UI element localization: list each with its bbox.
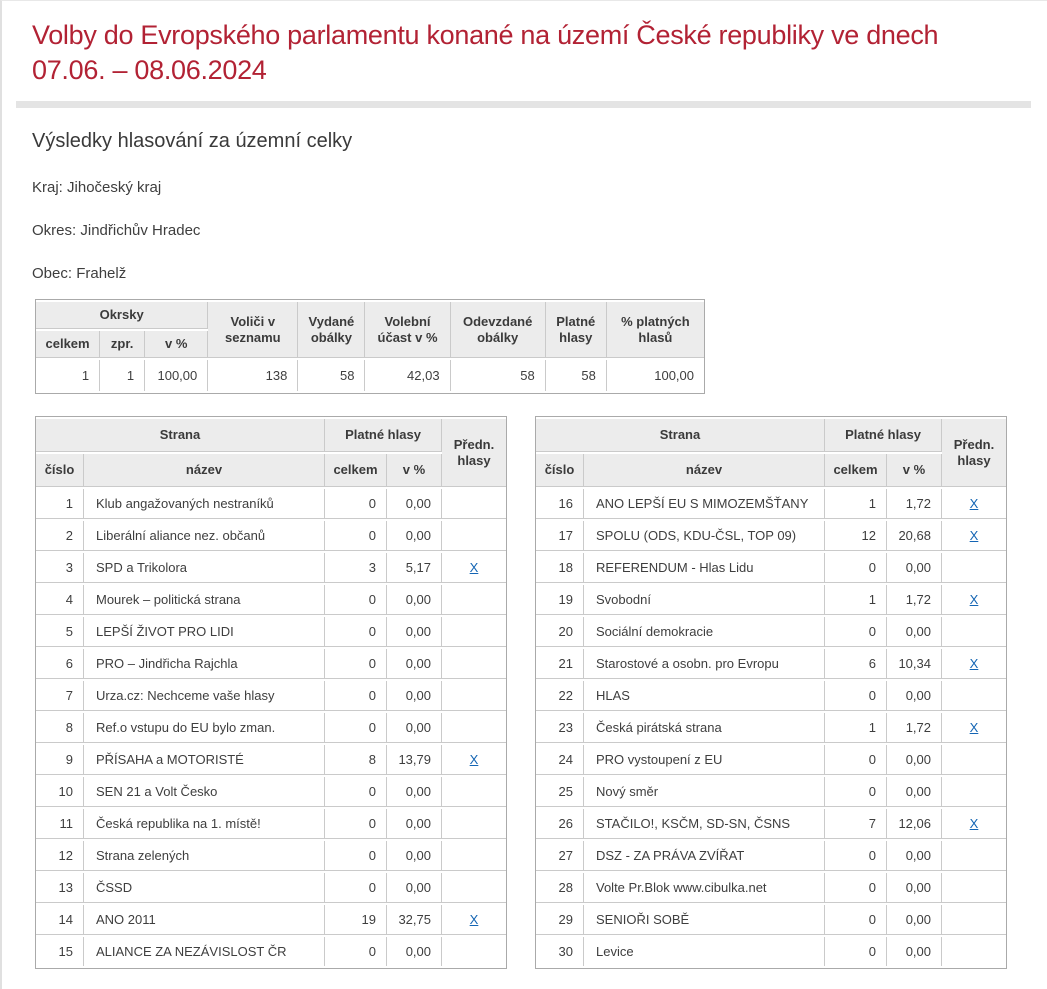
party-pref-cell [442, 649, 506, 679]
party-percent-cell: 0,00 [887, 681, 942, 711]
party-table-right-body [536, 489, 1006, 966]
party-votes-cell: 0 [325, 489, 387, 519]
party-name-cell: Ref.o vstupu do EU bylo zman. [84, 713, 325, 743]
kraj-label: Kraj: [32, 179, 63, 196]
party-percent-cell: 0,00 [887, 745, 942, 775]
okrsky-celkem-value: 1 [36, 360, 100, 391]
party-name-cell: Česká republika na 1. místě! [84, 809, 325, 839]
party-row [36, 873, 506, 903]
party-pref-cell [942, 649, 1006, 679]
party-votes-cell: 1 [825, 585, 887, 615]
party-name-cell: DSZ - ZA PRÁVA ZVÍŘAT [584, 841, 825, 871]
preferential-votes-link[interactable]: X [469, 560, 479, 575]
strana-header: Strana [536, 419, 825, 452]
party-percent-cell: 13,79 [387, 745, 442, 775]
title-divider [16, 101, 1031, 108]
party-number-cell: 7 [36, 681, 84, 711]
party-row [536, 841, 1006, 871]
party-name-cell: Volte Pr.Blok www.cibulka.net [584, 873, 825, 903]
party-percent-cell: 1,72 [887, 585, 942, 615]
party-pref-cell [942, 745, 1006, 775]
okrsky-vpct-header: v % [145, 331, 208, 358]
party-votes-cell: 0 [825, 841, 887, 871]
vydane-obalky-value: 58 [298, 360, 365, 391]
party-pref-cell [442, 489, 506, 519]
party-pref-cell [942, 681, 1006, 711]
party-number-cell: 27 [536, 841, 584, 871]
party-row [536, 745, 1006, 775]
party-number-cell: 24 [536, 745, 584, 775]
party-name-cell: Česká pirátská strana [584, 713, 825, 743]
party-row [36, 521, 506, 551]
party-percent-cell: 0,00 [887, 873, 942, 903]
party-pref-cell [442, 553, 506, 583]
party-votes-cell: 0 [325, 873, 387, 903]
party-row [536, 777, 1006, 807]
party-row [36, 937, 506, 966]
preferential-votes-link[interactable]: X [469, 752, 479, 767]
pct-platnych-header: % platných hlasů [607, 302, 704, 358]
party-name-cell: Klub angažovaných nestraníků [84, 489, 325, 519]
party-pref-cell [942, 873, 1006, 903]
party-percent-cell: 0,00 [887, 905, 942, 935]
party-pref-cell [942, 585, 1006, 615]
vpct-header: v % [887, 454, 942, 487]
party-pref-cell [942, 521, 1006, 551]
party-row [36, 553, 506, 583]
party-votes-cell: 0 [325, 777, 387, 807]
party-votes-cell: 0 [825, 681, 887, 711]
party-tables-row [35, 416, 1047, 969]
platne-hlasy-group-header: Platné hlasy [825, 419, 942, 452]
party-votes-cell: 1 [825, 489, 887, 519]
party-name-cell: SPD a Trikolora [84, 553, 325, 583]
party-number-cell: 6 [36, 649, 84, 679]
party-votes-cell: 12 [825, 521, 887, 551]
party-number-cell: 10 [36, 777, 84, 807]
preferential-votes-link[interactable]: X [969, 592, 979, 607]
party-number-cell: 20 [536, 617, 584, 647]
celkem-header: celkem [325, 454, 387, 487]
party-name-cell: Mourek – politická strana [84, 585, 325, 615]
party-votes-cell: 0 [325, 937, 387, 966]
party-votes-cell: 6 [825, 649, 887, 679]
party-number-cell: 22 [536, 681, 584, 711]
party-name-cell: SPOLU (ODS, KDU-ČSL, TOP 09) [584, 521, 825, 551]
okrsky-zpr-value: 1 [100, 360, 145, 391]
party-pref-cell [442, 521, 506, 551]
okrsky-celkem-header: celkem [36, 331, 100, 358]
party-number-cell: 13 [36, 873, 84, 903]
volici-header: Voliči v seznamu [208, 302, 298, 358]
party-row [36, 745, 506, 775]
party-votes-cell: 0 [325, 649, 387, 679]
party-pref-cell [442, 937, 506, 966]
party-row [536, 489, 1006, 519]
party-votes-cell: 0 [825, 937, 887, 966]
party-number-cell: 11 [36, 809, 84, 839]
party-name-cell: Urza.cz: Nechceme vaše hlasy [84, 681, 325, 711]
party-percent-cell: 1,72 [887, 489, 942, 519]
obec-value: Frahelž [76, 265, 127, 282]
party-percent-cell: 5,17 [387, 553, 442, 583]
party-name-cell: LEPŠÍ ŽIVOT PRO LIDI [84, 617, 325, 647]
section-heading: Výsledky hlasování za územní celky [32, 130, 353, 152]
party-percent-cell: 0,00 [387, 873, 442, 903]
party-pref-cell [942, 841, 1006, 871]
party-percent-cell: 0,00 [887, 777, 942, 807]
page-title: Volby do Evropského parlamentu konané na území České republiky ve dnech 07.06. – 08.06.2024 [32, 20, 939, 85]
vpct-header: v % [387, 454, 442, 487]
party-number-cell: 30 [536, 937, 584, 966]
party-votes-cell: 0 [825, 745, 887, 775]
party-percent-cell: 0,00 [887, 617, 942, 647]
predn-hlasy-header: Předn. hlasy [942, 419, 1006, 487]
party-row [36, 713, 506, 743]
party-row [36, 489, 506, 519]
party-pref-cell [942, 489, 1006, 519]
turnout-summary-table [35, 299, 705, 394]
party-name-cell: REFERENDUM - Hlas Lidu [584, 553, 825, 583]
party-percent-cell: 1,72 [887, 713, 942, 743]
party-votes-cell: 0 [325, 617, 387, 647]
party-number-cell: 29 [536, 905, 584, 935]
party-votes-cell: 0 [325, 713, 387, 743]
odevzdane-obalky-value: 58 [451, 360, 546, 391]
preferential-votes-link[interactable]: X [969, 528, 979, 543]
obec-label: Obec: [32, 265, 73, 282]
party-number-cell: 14 [36, 905, 84, 935]
party-row [36, 905, 506, 935]
party-name-cell: ANO LEPŠÍ EU S MIMOZEMŠŤANY [584, 489, 825, 519]
party-name-cell: Sociální demokracie [584, 617, 825, 647]
party-pref-cell [942, 937, 1006, 966]
party-votes-cell: 0 [325, 809, 387, 839]
kraj-value: Jihočeský kraj [67, 179, 162, 196]
party-votes-cell: 0 [325, 585, 387, 615]
party-pref-cell [442, 617, 506, 647]
party-name-cell: Strana zelených [84, 841, 325, 871]
party-percent-cell: 0,00 [387, 649, 442, 679]
party-pref-cell [942, 905, 1006, 935]
party-number-cell: 8 [36, 713, 84, 743]
okres-value: Jindřichův Hradec [80, 222, 201, 239]
party-row [536, 937, 1006, 966]
party-name-cell: STAČILO!, KSČM, SD-SN, ČSNS [584, 809, 825, 839]
party-table-right [535, 416, 1007, 969]
party-row [536, 713, 1006, 743]
party-number-cell: 25 [536, 777, 584, 807]
party-table-left-body [36, 489, 506, 966]
party-votes-cell: 0 [825, 617, 887, 647]
preferential-votes-link[interactable]: X [969, 720, 979, 735]
party-percent-cell: 0,00 [387, 841, 442, 871]
volebni-ucast-value: 42,03 [365, 360, 450, 391]
party-percent-cell: 0,00 [387, 713, 442, 743]
platne-hlasy-group-header: Platné hlasy [325, 419, 442, 452]
party-row [536, 617, 1006, 647]
party-pref-cell [442, 905, 506, 935]
party-percent-cell: 0,00 [887, 553, 942, 583]
party-row [36, 649, 506, 679]
party-name-cell: SENIOŘI SOBĚ [584, 905, 825, 935]
party-percent-cell: 0,00 [387, 617, 442, 647]
party-percent-cell: 32,75 [387, 905, 442, 935]
party-number-cell: 16 [536, 489, 584, 519]
party-name-cell: SEN 21 a Volt Česko [84, 777, 325, 807]
party-pref-cell [942, 713, 1006, 743]
preferential-votes-link[interactable]: X [969, 816, 979, 831]
party-pref-cell [442, 745, 506, 775]
preferential-votes-link[interactable]: X [469, 912, 479, 927]
party-votes-cell: 0 [325, 521, 387, 551]
party-number-cell: 28 [536, 873, 584, 903]
party-number-cell: 17 [536, 521, 584, 551]
party-name-cell: Levice [584, 937, 825, 966]
party-row [36, 841, 506, 871]
party-percent-cell: 0,00 [887, 937, 942, 966]
party-percent-cell: 20,68 [887, 521, 942, 551]
party-votes-cell: 0 [825, 873, 887, 903]
party-number-cell: 3 [36, 553, 84, 583]
party-number-cell: 1 [36, 489, 84, 519]
party-table-right-header [536, 419, 1006, 487]
party-pref-cell [442, 681, 506, 711]
party-number-cell: 26 [536, 809, 584, 839]
party-votes-cell: 0 [825, 553, 887, 583]
platne-hlasy-header: Platné hlasy [546, 302, 607, 358]
party-number-cell: 5 [36, 617, 84, 647]
party-number-cell: 19 [536, 585, 584, 615]
party-votes-cell: 1 [825, 713, 887, 743]
strana-header: Strana [36, 419, 325, 452]
party-table-left-header [36, 419, 506, 487]
party-name-cell: Svobodní [584, 585, 825, 615]
party-name-cell: Nový směr [584, 777, 825, 807]
party-pref-cell [442, 873, 506, 903]
party-pref-cell [942, 777, 1006, 807]
party-votes-cell: 0 [825, 777, 887, 807]
party-number-cell: 9 [36, 745, 84, 775]
party-name-cell: HLAS [584, 681, 825, 711]
party-row [36, 617, 506, 647]
preferential-votes-link[interactable]: X [969, 656, 979, 671]
party-pref-cell [442, 841, 506, 871]
party-name-cell: Starostové a osobn. pro Evropu [584, 649, 825, 679]
okres-line [32, 222, 1017, 239]
party-number-cell: 18 [536, 553, 584, 583]
party-number-cell: 2 [36, 521, 84, 551]
kraj-line [32, 179, 1017, 196]
cislo-header: číslo [536, 454, 584, 487]
party-table-left [35, 416, 507, 969]
party-percent-cell: 0,00 [887, 841, 942, 871]
party-percent-cell: 0,00 [387, 585, 442, 615]
party-name-cell: Liberální aliance nez. občanů [84, 521, 325, 551]
party-votes-cell: 0 [325, 841, 387, 871]
okrsky-zpr-header: zpr. [100, 331, 145, 358]
preferential-votes-link[interactable]: X [969, 496, 979, 511]
predn-hlasy-header: Předn. hlasy [442, 419, 506, 487]
party-votes-cell: 8 [325, 745, 387, 775]
party-row [36, 585, 506, 615]
party-name-cell: PŘÍSAHA a MOTORISTÉ [84, 745, 325, 775]
party-number-cell: 12 [36, 841, 84, 871]
cislo-header: číslo [36, 454, 84, 487]
okrsky-vpct-value: 100,00 [145, 360, 208, 391]
odevzdane-obalky-header: Odevzdané obálky [451, 302, 546, 358]
party-votes-cell: 7 [825, 809, 887, 839]
turnout-summary-row [36, 360, 704, 391]
party-row [536, 521, 1006, 551]
results-page [2, 18, 1047, 989]
party-number-cell: 21 [536, 649, 584, 679]
party-percent-cell: 10,34 [887, 649, 942, 679]
party-votes-cell: 19 [325, 905, 387, 935]
party-votes-cell: 0 [325, 681, 387, 711]
party-pref-cell [442, 809, 506, 839]
party-pref-cell [942, 617, 1006, 647]
party-number-cell: 4 [36, 585, 84, 615]
party-number-cell: 23 [536, 713, 584, 743]
party-votes-cell: 3 [325, 553, 387, 583]
party-row [536, 873, 1006, 903]
party-name-cell: PRO – Jindřicha Rajchla [84, 649, 325, 679]
party-name-cell: PRO vystoupení z EU [584, 745, 825, 775]
nazev-header: název [84, 454, 325, 487]
volebni-ucast-header: Volební účast v % [365, 302, 450, 358]
party-percent-cell: 0,00 [387, 777, 442, 807]
volici-value: 138 [208, 360, 298, 391]
okres-label: Okres: [32, 222, 77, 239]
party-row [536, 905, 1006, 935]
turnout-summary-header [36, 302, 704, 358]
party-percent-cell: 12,06 [887, 809, 942, 839]
party-row [536, 681, 1006, 711]
party-name-cell: ČSSD [84, 873, 325, 903]
party-pref-cell [942, 553, 1006, 583]
party-percent-cell: 0,00 [387, 489, 442, 519]
party-row [536, 649, 1006, 679]
celkem-header: celkem [825, 454, 887, 487]
party-number-cell: 15 [36, 937, 84, 966]
party-row [536, 585, 1006, 615]
pct-platnych-value: 100,00 [654, 368, 694, 383]
party-percent-cell: 0,00 [387, 809, 442, 839]
vydane-obalky-header: Vydané obálky [298, 302, 365, 358]
platne-hlasy-value: 58 [546, 360, 607, 391]
party-percent-cell: 0,00 [387, 937, 442, 966]
party-row [536, 553, 1006, 583]
party-votes-cell: 0 [825, 905, 887, 935]
nazev-header: název [584, 454, 825, 487]
obec-line [32, 265, 1017, 282]
party-row [536, 809, 1006, 839]
party-row [36, 681, 506, 711]
party-name-cell: ANO 2011 [84, 905, 325, 935]
party-name-cell: ALIANCE ZA NEZÁVISLOST ČR [84, 937, 325, 966]
party-row [36, 809, 506, 839]
party-pref-cell [442, 585, 506, 615]
party-pref-cell [942, 809, 1006, 839]
okrsky-header: Okrsky [36, 302, 208, 329]
party-percent-cell: 0,00 [387, 681, 442, 711]
party-percent-cell: 0,00 [387, 521, 442, 551]
party-pref-cell [442, 777, 506, 807]
party-row [36, 777, 506, 807]
party-pref-cell [442, 713, 506, 743]
